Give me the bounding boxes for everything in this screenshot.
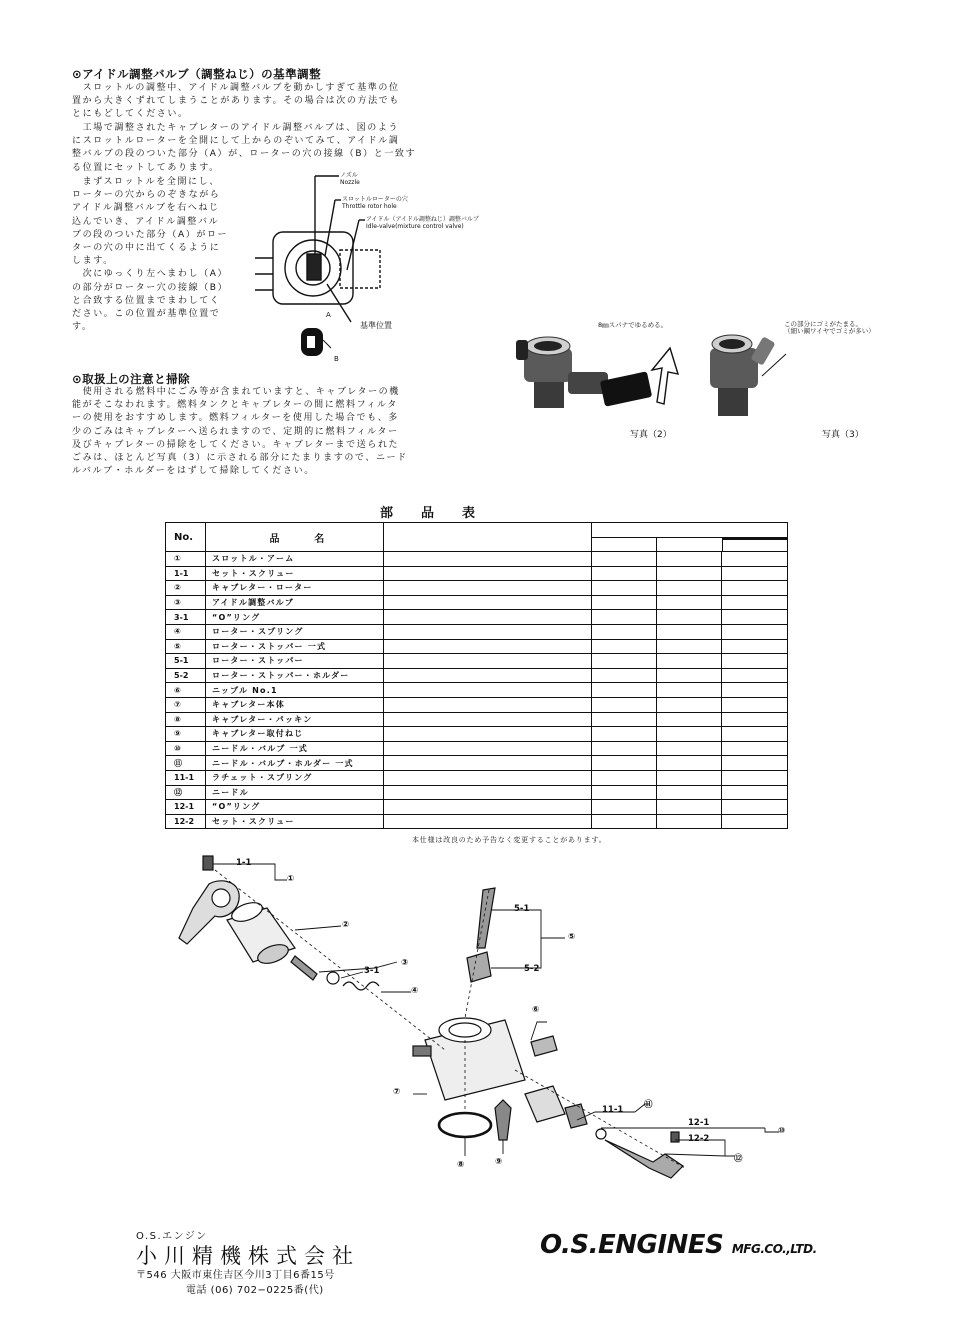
callout-5: ⑤ bbox=[568, 932, 576, 942]
handling-section-title: ⊙取扱上の注意と掃除 bbox=[72, 372, 191, 386]
blank-cell bbox=[592, 654, 657, 669]
logo-main-text: O.S.ENGINES bbox=[540, 1230, 724, 1260]
part-no-cell: ③ bbox=[166, 595, 206, 610]
table-row bbox=[166, 814, 788, 829]
parts-table-title: 部品表 bbox=[380, 506, 504, 521]
blank-cell bbox=[592, 668, 657, 683]
header-name: 品 名 bbox=[206, 523, 384, 552]
blank-cell bbox=[657, 697, 722, 712]
idle-valve-section-title: ⊙アイドル調整バルブ（調整ねじ）の基準調整 bbox=[72, 67, 322, 81]
blank-cell bbox=[384, 624, 592, 639]
part-name-cell: キャブレター本体 bbox=[206, 697, 384, 712]
blank-cell bbox=[722, 668, 788, 683]
table-row bbox=[166, 770, 788, 785]
part-name-cell: キャブレター・パッキン bbox=[206, 712, 384, 727]
part-no-cell: 1-1 bbox=[166, 566, 206, 581]
blank-cell bbox=[657, 727, 722, 742]
part-name-cell: “O”リング bbox=[206, 610, 384, 625]
part-name-cell: ローター・ストッパー・ホルダー bbox=[206, 668, 384, 683]
part-name-cell: ローター・スプリング bbox=[206, 624, 384, 639]
part-no-cell: ⑫ bbox=[166, 785, 206, 800]
part-name-cell: ニードル・バルブ 一式 bbox=[206, 741, 384, 756]
blank-cell bbox=[657, 668, 722, 683]
header-blank-1 bbox=[384, 523, 592, 552]
blank-cell bbox=[722, 756, 788, 771]
callout-6: ⑥ bbox=[532, 1005, 540, 1015]
part-name-cell: ニードル bbox=[206, 785, 384, 800]
blank-cell bbox=[592, 785, 657, 800]
blank-cell bbox=[592, 639, 657, 654]
blank-cell bbox=[592, 741, 657, 756]
blank-cell bbox=[722, 697, 788, 712]
table-row bbox=[166, 727, 788, 742]
label-b: B bbox=[334, 355, 339, 363]
blank-cell bbox=[384, 581, 592, 596]
blank-cell bbox=[384, 770, 592, 785]
part-name-cell: スロットル・アーム bbox=[206, 552, 384, 567]
spec-change-note: 本仕様は改良のため予告なく変更することがあります。 bbox=[412, 836, 607, 844]
callout-1-1: 1-1 bbox=[236, 858, 252, 868]
part-no-cell: 12-2 bbox=[166, 814, 206, 829]
callout-7: ⑦ bbox=[393, 1087, 401, 1097]
blank-cell bbox=[384, 639, 592, 654]
header-no: No. bbox=[166, 523, 206, 552]
blank-cell bbox=[384, 756, 592, 771]
table-row bbox=[166, 756, 788, 771]
company-name: 小川精機株式会社 bbox=[136, 1244, 360, 1268]
blank-cell bbox=[722, 814, 788, 829]
part-no-cell: 5-2 bbox=[166, 668, 206, 683]
company-phone: 電話 (06) 702−0225番(代) bbox=[186, 1285, 324, 1296]
callout-12-2: 12-2 bbox=[688, 1134, 710, 1144]
callout-9: ⑨ bbox=[495, 1157, 503, 1167]
exploded-view-diagram bbox=[165, 850, 805, 1180]
blank-cell bbox=[722, 770, 788, 785]
blank-cell bbox=[592, 727, 657, 742]
table-row bbox=[166, 697, 788, 712]
idle-valve-intro-text: スロットルの調整中、アイドル調整バルブを動かしすぎて基準の位 置から大きくずれてしまうことがあります。その場合は次の方法でも とにもどしてください。 bbox=[72, 83, 400, 120]
handling-text: 使用される燃料中にごみ等が含まれていますと、キャブレターの機 能がそこなわれます。燃料タンクとキャブレターの間に燃料フィルタ ーの使用をおすすめします。燃料フィルターを使用した場合でも、多 少のごみはキャブレターへ送られますので、定期的に燃料フィルター 及びキャブレターの掃除をしてください。キャブレターまで送られた ごみは、ほとんど写真（3）に示される部分にたまりますので、ニード ルバルブ・ホルダーをはずして掃除してください。 bbox=[72, 387, 408, 477]
part-name-cell: ラチェット・スプリング bbox=[206, 770, 384, 785]
table-row bbox=[166, 595, 788, 610]
callout-5-1: 5-1 bbox=[514, 904, 530, 914]
blank-cell bbox=[384, 654, 592, 669]
blank-cell bbox=[722, 800, 788, 815]
blank-cell bbox=[657, 654, 722, 669]
parts-table bbox=[165, 522, 788, 829]
blank-cell bbox=[384, 610, 592, 625]
table-row bbox=[166, 712, 788, 727]
part-name-cell: ニードル・バルブ・ホルダー 一式 bbox=[206, 756, 384, 771]
blank-cell bbox=[722, 683, 788, 698]
blank-cell bbox=[722, 639, 788, 654]
idle-valve-factory-text: 工場で調整されたキャブレターのアイドル調整バルブは、図のよう にスロットルローターを全開にして上からのぞいてみて、アイドル調 整バルブの段のついた部分（A）が、ローターの穴の接線（B）と一致す る位置にセットしてあります。 bbox=[72, 123, 417, 173]
table-row bbox=[166, 741, 788, 756]
blank-cell bbox=[592, 581, 657, 596]
photo-2-caption: 写真（2） bbox=[630, 430, 672, 440]
blank-cell bbox=[722, 610, 788, 625]
callout-5-2: 5-2 bbox=[524, 964, 540, 974]
table-row bbox=[166, 581, 788, 596]
company-address: 〒546 大阪市東住吉区今川3丁目6番15号 bbox=[136, 1270, 335, 1281]
callout-11: ⑪ bbox=[644, 1100, 653, 1110]
part-name-cell: ローター・ストッパー bbox=[206, 654, 384, 669]
blank-cell bbox=[657, 595, 722, 610]
part-name-cell: ニップル No.1 bbox=[206, 683, 384, 698]
callout-10: ⑩ bbox=[778, 1126, 786, 1136]
part-no-cell: ② bbox=[166, 581, 206, 596]
part-no-cell: ① bbox=[166, 552, 206, 567]
blank-cell bbox=[592, 800, 657, 815]
blank-cell bbox=[592, 814, 657, 829]
blank-cell bbox=[657, 683, 722, 698]
photo-3-note: この部分にゴミがたまる。 （細い鋼ワイヤでゴミが多い） bbox=[784, 320, 875, 335]
callout-2: ② bbox=[342, 920, 350, 930]
blank-cell bbox=[722, 566, 788, 581]
table-row bbox=[166, 610, 788, 625]
blank-cell bbox=[722, 654, 788, 669]
blank-cell bbox=[592, 566, 657, 581]
table-row bbox=[166, 785, 788, 800]
blank-cell bbox=[592, 756, 657, 771]
blank-cell bbox=[657, 624, 722, 639]
idle-valve-label: アイドル（アイドル調整ねじ）調整バルブ Idle-valve(mixture control valve) bbox=[366, 216, 479, 230]
part-name-cell: ローター・ストッパー 一式 bbox=[206, 639, 384, 654]
blank-cell bbox=[722, 741, 788, 756]
throttle-rotor-hole-label: スロットルローターの穴 Throttle rotor hole bbox=[342, 196, 408, 210]
logo-sub-text: MFG.CO.,LTD. bbox=[731, 1242, 817, 1256]
part-no-cell: 5-1 bbox=[166, 654, 206, 669]
part-name-cell: キャブレター・ローター bbox=[206, 581, 384, 596]
table-row bbox=[166, 566, 788, 581]
blank-cell bbox=[722, 712, 788, 727]
blank-cell bbox=[592, 595, 657, 610]
blank-cell bbox=[384, 814, 592, 829]
callout-12-1: 12-1 bbox=[688, 1118, 710, 1128]
blank-cell bbox=[657, 712, 722, 727]
blank-cell bbox=[657, 581, 722, 596]
blank-cell bbox=[384, 566, 592, 581]
part-no-cell: ⑦ bbox=[166, 697, 206, 712]
callout-12: ⑫ bbox=[734, 1154, 743, 1164]
brand-kana: O.S.エンジン bbox=[136, 1231, 208, 1242]
table-row bbox=[166, 639, 788, 654]
blank-cell bbox=[384, 785, 592, 800]
blank-cell bbox=[592, 770, 657, 785]
part-no-cell: 3-1 bbox=[166, 610, 206, 625]
blank-cell bbox=[384, 595, 592, 610]
part-no-cell: ⑪ bbox=[166, 756, 206, 771]
blank-cell bbox=[657, 785, 722, 800]
part-no-cell: ⑩ bbox=[166, 741, 206, 756]
part-no-cell: ⑤ bbox=[166, 639, 206, 654]
callout-3: ③ bbox=[401, 958, 409, 968]
header-blank-group bbox=[592, 523, 788, 552]
photo-2-image bbox=[512, 318, 702, 428]
blank-cell bbox=[657, 770, 722, 785]
blank-cell bbox=[384, 712, 592, 727]
blank-cell bbox=[384, 800, 592, 815]
part-name-cell: セット・スクリュー bbox=[206, 814, 384, 829]
label-a: A bbox=[326, 311, 331, 319]
part-name-cell: “O”リング bbox=[206, 800, 384, 815]
callout-1: ① bbox=[287, 874, 295, 884]
parts-table-header bbox=[166, 523, 788, 552]
blank-cell bbox=[384, 697, 592, 712]
blank-cell bbox=[657, 566, 722, 581]
blank-cell bbox=[592, 683, 657, 698]
table-row bbox=[166, 683, 788, 698]
blank-cell bbox=[592, 712, 657, 727]
part-no-cell: 11-1 bbox=[166, 770, 206, 785]
os-engines-logo bbox=[540, 1230, 817, 1260]
part-name-cell: セット・スクリュー bbox=[206, 566, 384, 581]
blank-cell bbox=[722, 785, 788, 800]
photo-2-note: 8㎜スパナでゆるめる。 bbox=[598, 321, 668, 329]
blank-cell bbox=[722, 581, 788, 596]
callout-4: ④ bbox=[411, 986, 419, 996]
idle-valve-procedure-text: まずスロットルを全開にし、 ローターの穴からのぞきながら アイドル調整バルブを右へねじ 込んでいき、アイドル調整バル ブの段のついた部分（A）がロー ターの穴の中に出てくるように します。 次にゆっくり左へまわし（A） の部分がローター穴の接線（B） と合致する位置までまわしてく ださい。この位置が基準位置で す。 bbox=[72, 177, 229, 333]
part-no-cell: 12-1 bbox=[166, 800, 206, 815]
blank-cell bbox=[384, 668, 592, 683]
table-row bbox=[166, 624, 788, 639]
reference-position-label: 基準位置 bbox=[360, 321, 392, 330]
blank-cell bbox=[384, 683, 592, 698]
blank-cell bbox=[384, 552, 592, 567]
blank-cell bbox=[384, 727, 592, 742]
blank-cell bbox=[657, 639, 722, 654]
blank-cell bbox=[722, 727, 788, 742]
blank-cell bbox=[722, 595, 788, 610]
part-no-cell: ④ bbox=[166, 624, 206, 639]
table-row bbox=[166, 668, 788, 683]
blank-cell bbox=[592, 624, 657, 639]
callout-11-1: 11-1 bbox=[602, 1105, 624, 1115]
blank-cell bbox=[592, 552, 657, 567]
callout-8: ⑧ bbox=[457, 1160, 465, 1170]
blank-cell bbox=[592, 697, 657, 712]
table-row bbox=[166, 654, 788, 669]
part-no-cell: ⑨ bbox=[166, 727, 206, 742]
nozzle-label: ノズル Nozzle bbox=[340, 172, 360, 186]
blank-cell bbox=[657, 814, 722, 829]
blank-cell bbox=[657, 610, 722, 625]
photo-3-caption: 写真（3） bbox=[822, 430, 864, 440]
blank-cell bbox=[384, 741, 592, 756]
part-no-cell: ⑥ bbox=[166, 683, 206, 698]
part-name-cell: キャブレター取付ねじ bbox=[206, 727, 384, 742]
blank-cell bbox=[722, 624, 788, 639]
callout-3-1: 3-1 bbox=[364, 966, 380, 976]
blank-cell bbox=[657, 552, 722, 567]
blank-cell bbox=[657, 800, 722, 815]
table-row bbox=[166, 552, 788, 567]
part-name-cell: アイドル調整バルブ bbox=[206, 595, 384, 610]
table-row bbox=[166, 800, 788, 815]
blank-cell bbox=[657, 741, 722, 756]
blank-cell bbox=[592, 610, 657, 625]
blank-cell bbox=[722, 552, 788, 567]
part-no-cell: ⑧ bbox=[166, 712, 206, 727]
blank-cell bbox=[657, 756, 722, 771]
